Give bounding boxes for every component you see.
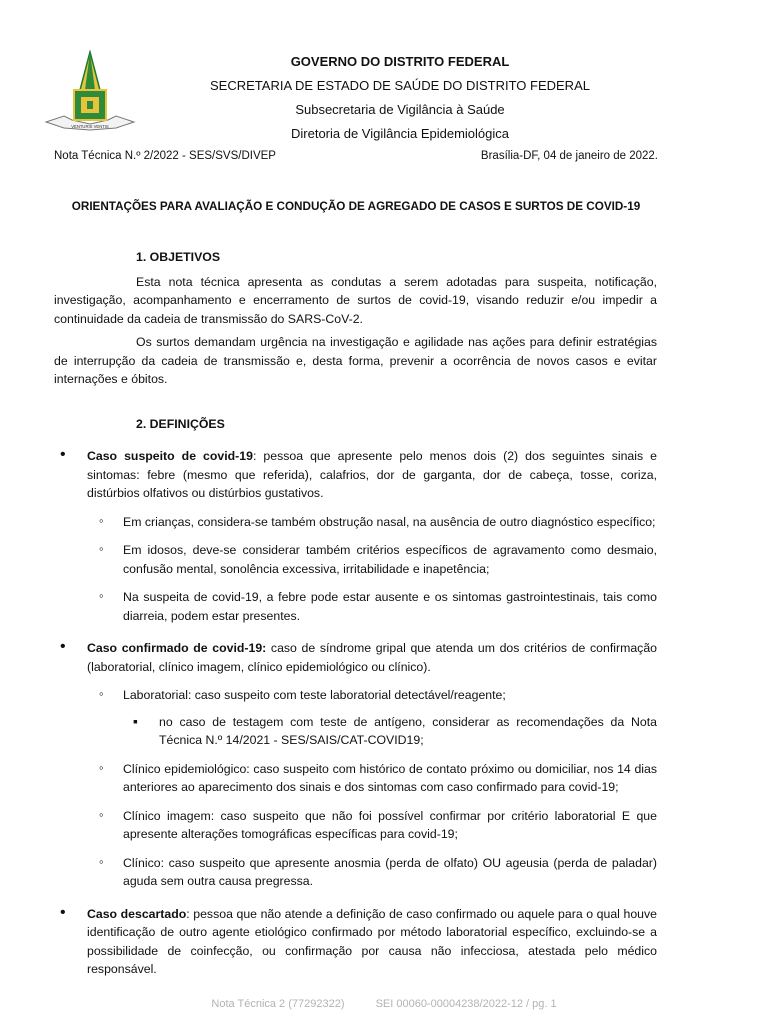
document-title: ORIENTAÇÕES PARA AVALIAÇÃO E CONDUÇÃO DE AGREGADO DE CASOS E SURTOS DE COVID-19 <box>71 200 641 213</box>
list-item-discarded-case <box>54 905 657 979</box>
list-item: ◦ Clínico epidemiológico: caso suspeito com histórico de contato próximo ou domiciliar, nos 14 dias anteriores ao aparecimento dos sinais e dos sintomas com caso confirmado para covid-19; <box>87 760 657 797</box>
list-item: ▪ no caso de testagem com teste de antígeno, considerar as recomendações da Nota Técnica N.º 14/2021 - SES/SAIS/CAT-COVID19; <box>123 713 657 750</box>
document-header <box>150 50 650 146</box>
confirmed-case-text: caso de síndrome gripal que atenda um dos critérios de confirmação (laboratorial, clínico imagem, clínico epidemiológico ou clínico). <box>87 641 658 674</box>
confirmed-case-term: Caso confirmado de covid-19: <box>87 641 267 655</box>
list-item: ◦ Em crianças, considera-se também obstrução nasal, na ausência de outro diagnóstico específico; <box>87 513 657 532</box>
discarded-case-term: Caso descartado <box>87 906 187 921</box>
logo-motto: VENTURIS VENTIS <box>71 124 109 129</box>
page-footer <box>0 998 768 1010</box>
header-directorate: Diretoria de Vigilância Epidemiológica <box>291 126 509 141</box>
discarded-case-text: : pessoa que não atende a definição de caso confirmado ou aquele para o qual houve identificação de outro agente etiológico confirmado por método laboratorial específico, excluindo-se a possibilidade de coinfecção, ou confirmação por causa não infecciosa, atestada pelo médico responsável. <box>87 906 657 976</box>
objectives-paragraph-2: Os surtos demandam urgência na investigação e agilidade nas ações para definir estratégias de interrupção da cadeia de transmissão e, desta forma, prevenir a ocorrência de novos casos e evitar internações e óbitos. <box>54 335 657 386</box>
suspect-sublist <box>87 513 657 626</box>
laboratorial-sublist <box>123 713 657 750</box>
list-item: ◦ Na suspeita de covid-19, a febre pode estar ausente e os sintomas gastrointestinais, tais como diarreia, podem estar presentes. <box>87 588 657 625</box>
list-item: ◦ Clínico imagem: caso suspeito que não foi possível confirmar por critério laboratorial E que apresente alterações tomográficas específicas para covid-19; <box>87 807 657 844</box>
list-item-laboratorial <box>87 686 657 750</box>
section-objectives-heading: 1. OBJETIVOS <box>136 250 221 264</box>
list-item: ◦ Em idosos, deve-se considerar também critérios específicos de agravamento como desmaio, confusão mental, sonolência excessiva, irritabilidade e inapetência; <box>87 541 657 578</box>
place-date: Brasília-DF, 04 de janeiro de 2022. <box>480 150 658 162</box>
header-government: GOVERNO DO DISTRITO FEDERAL <box>290 54 510 69</box>
list-item-confirmed-case <box>54 639 657 891</box>
note-number: Nota Técnica N.º 2/2022 - SES/SVS/DIVEP <box>54 150 276 162</box>
list-item: ◦ Clínico: caso suspeito que apresente anosmia (perda de olfato) OU ageusia (perda de paladar) aguda sem outra causa pregressa. <box>87 854 657 891</box>
document-meta <box>54 150 658 162</box>
header-subsecretariat: Subsecretaria de Vigilância à Saúde <box>295 102 505 117</box>
section-definitions-heading: 2. DEFINIÇÕES <box>136 416 225 431</box>
objectives-paragraph-1: Esta nota técnica apresenta as condutas a serem adotadas para suspeita, notificação, investigação, acompanhamento e encerramento de surtos de covid-19, visando reduzir e/ou impedir a continuidade da cadeia de transmissão do SARS-CoV-2. <box>54 274 657 326</box>
header-secretariat: SECRETARIA DE ESTADO DE SAÚDE DO DISTRITO FEDERAL <box>210 78 590 93</box>
footer-note-id: Nota Técnica 2 (77292322) <box>211 998 345 1010</box>
confirmed-sublist <box>87 686 657 891</box>
definitions-list <box>54 447 657 979</box>
laboratorial-text: Laboratorial: caso suspeito com teste laboratorial detectável/reagente; <box>123 688 506 702</box>
suspect-case-term: Caso suspeito de covid-19 <box>87 449 253 463</box>
list-item-suspect-case <box>54 447 657 625</box>
document-body <box>54 248 657 993</box>
footer-sei-page: SEI 00060-00004238/2022-12 / pg. 1 <box>375 998 557 1010</box>
suspect-case-text: : pessoa que apresente pelo menos dois (2) dos seguintes sinais e sintomas: febre (mesmo que referida), calafrios, dor de garganta, dor de cabeça, tosse, coriza, distúrbios olfativos ou distúrbios gustativos. <box>87 449 657 500</box>
brasao-distrito-federal-icon <box>42 50 138 136</box>
